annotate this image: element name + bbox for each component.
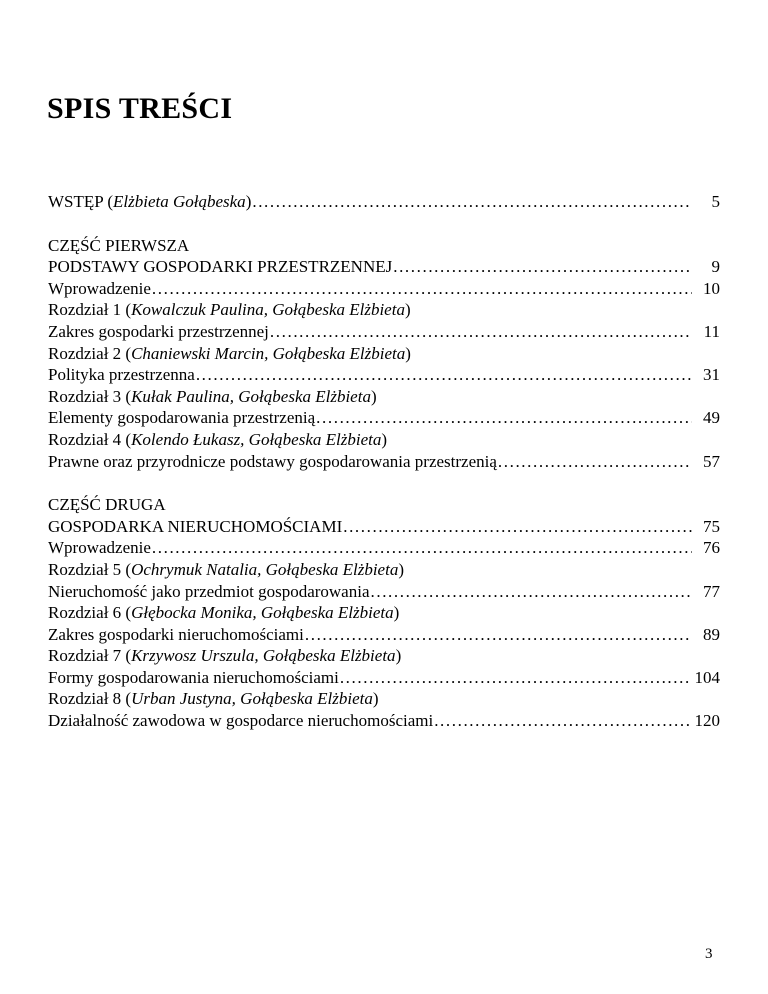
dot-leader — [393, 256, 692, 278]
dot-leader — [340, 667, 691, 689]
chapter-title: Działalność zawodowa w gospodarce nieruchomościami — [48, 711, 434, 731]
toc-page-number: 120 — [694, 711, 720, 731]
chapter-title: Formy gospodarowania nieruchomościami — [48, 667, 339, 687]
dot-leader — [371, 581, 693, 603]
toc-page-number: 10 — [703, 278, 720, 298]
toc-entry-label: WSTĘP — [48, 192, 104, 211]
section-gap — [48, 472, 720, 494]
toc-entry-chapter[interactable] — [48, 321, 720, 343]
chapter-label: Rozdział 1 — [48, 300, 122, 320]
dot-leader — [498, 451, 692, 473]
introduction-label: Wprowadzenie — [48, 278, 151, 298]
chapter-heading: Rozdział 8 (Urban Justyna, Gołąbeska Elżbieta) — [48, 689, 379, 709]
toc-page-number: 31 — [703, 365, 720, 385]
table-of-contents — [48, 191, 720, 732]
toc-entry-chapter[interactable] — [48, 364, 720, 386]
toc-entry-part-title[interactable] — [48, 256, 720, 278]
chapter-heading: Rozdział 7 (Krzywosz Urszula, Gołąbeska Elżbieta) — [48, 646, 402, 666]
chapter-authors: Głębocka Monika, Gołąbeska Elżbieta — [131, 603, 394, 623]
part-title: PODSTAWY GOSPODARKI PRZESTRZENNEJ — [48, 257, 393, 277]
dot-leader — [252, 191, 692, 213]
chapter-authors: Krzywosz Urszula, Gołąbeska Elżbieta — [131, 646, 396, 666]
toc-entry-author: Elżbieta Gołąbeska — [113, 192, 246, 211]
page-number: 3 — [705, 946, 713, 962]
chapter-heading: Rozdział 1 (Kowalczuk Paulina, Gołąbeska Elżbieta) — [48, 300, 411, 320]
toc-page-number: 77 — [703, 581, 720, 601]
toc-page-number: 49 — [703, 408, 720, 428]
toc-entry-chapter[interactable] — [48, 407, 720, 429]
toc-entry-introduction[interactable] — [48, 278, 720, 300]
chapter-heading: Rozdział 5 (Ochrymuk Natalia, Gołąbeska Elżbieta) — [48, 559, 405, 579]
section-gap — [48, 213, 720, 235]
part-heading: CZĘŚĆ PIERWSZA — [48, 235, 190, 255]
toc-page-number: 104 — [694, 667, 720, 687]
chapter-label: Rozdział 4 — [48, 429, 122, 449]
part-heading: CZĘŚĆ DRUGA — [48, 495, 166, 515]
chapter-authors: Chaniewski Marcin, Gołąbeska Elżbieta — [131, 343, 406, 363]
toc-entry-intro[interactable]: WSTĘP (Elżbieta Gołąbeska) ..... 5 — [48, 191, 720, 213]
chapter-authors: Urban Justyna, Gołąbeska Elżbieta — [131, 689, 373, 709]
chapter-heading: Rozdział 6 (Głębocka Monika, Gołąbeska Elżbieta) — [48, 603, 400, 623]
toc-entry-chapter[interactable] — [48, 451, 720, 473]
chapter-label: Rozdział 8 — [48, 689, 122, 709]
chapter-heading: Rozdział 2 (Chaniewski Marcin, Gołąbeska Elżbieta) — [48, 343, 411, 363]
chapter-label: Rozdział 3 — [48, 386, 122, 406]
chapter-authors: Kowalczuk Paulina, Gołąbeska Elżbieta — [131, 300, 405, 320]
chapter-label: Rozdział 5 — [48, 559, 122, 579]
chapter-authors: Kułak Paulina, Gołąbeska Elżbieta — [131, 386, 371, 406]
chapter-authors: Kolendo Łukasz, Gołąbeska Elżbieta — [131, 429, 382, 449]
part-title: GOSPODARKA NIERUCHOMOŚCIAMI — [48, 516, 343, 536]
toc-page-number: 9 — [711, 257, 720, 277]
chapter-title: Zakres gospodarki nieruchomościami — [48, 624, 304, 644]
toc-page-number: 76 — [703, 538, 720, 558]
dot-leader — [316, 407, 692, 429]
chapter-title: Polityka przestrzenna — [48, 365, 195, 385]
dot-leader — [434, 710, 690, 732]
dot-leader — [152, 537, 692, 559]
chapter-title: Elementy gospodarowania przestrzenią — [48, 408, 316, 428]
chapter-label: Rozdział 7 — [48, 646, 122, 666]
dot-leader — [305, 624, 692, 646]
chapter-title: Zakres gospodarki przestrzennej — [48, 321, 269, 341]
toc-page-number: 75 — [703, 516, 720, 536]
chapter-label: Rozdział 6 — [48, 603, 122, 623]
dot-leader — [343, 516, 692, 538]
toc-entry-chapter[interactable] — [48, 624, 720, 646]
toc-entry-chapter[interactable] — [48, 710, 720, 732]
toc-page-number: 57 — [703, 451, 720, 471]
toc-page-number: 11 — [703, 321, 720, 341]
dot-leader — [196, 364, 692, 386]
introduction-label: Wprowadzenie — [48, 538, 151, 558]
dot-leader — [270, 321, 692, 343]
toc-entry-introduction[interactable] — [48, 537, 720, 559]
chapter-title: Nieruchomość jako przedmiot gospodarowania — [48, 581, 370, 601]
toc-entry-chapter[interactable] — [48, 667, 720, 689]
dot-leader — [152, 278, 692, 300]
toc-page-number: 89 — [703, 624, 720, 644]
chapter-heading: Rozdział 4 (Kolendo Łukasz, Gołąbeska Elżbieta) — [48, 429, 388, 449]
toc-page-number: 5 — [711, 192, 720, 211]
chapter-authors: Ochrymuk Natalia, Gołąbeska Elżbieta — [131, 559, 399, 579]
chapter-heading: Rozdział 3 (Kułak Paulina, Gołąbeska Elżbieta) — [48, 386, 377, 406]
toc-entry-part-title[interactable] — [48, 516, 720, 538]
page-title: SPIS TREŚCI — [47, 92, 233, 125]
toc-entry-chapter[interactable] — [48, 581, 720, 603]
chapter-title: Prawne oraz przyrodnicze podstawy gospodarowania przestrzenią — [48, 451, 497, 471]
chapter-label: Rozdział 2 — [48, 343, 122, 363]
